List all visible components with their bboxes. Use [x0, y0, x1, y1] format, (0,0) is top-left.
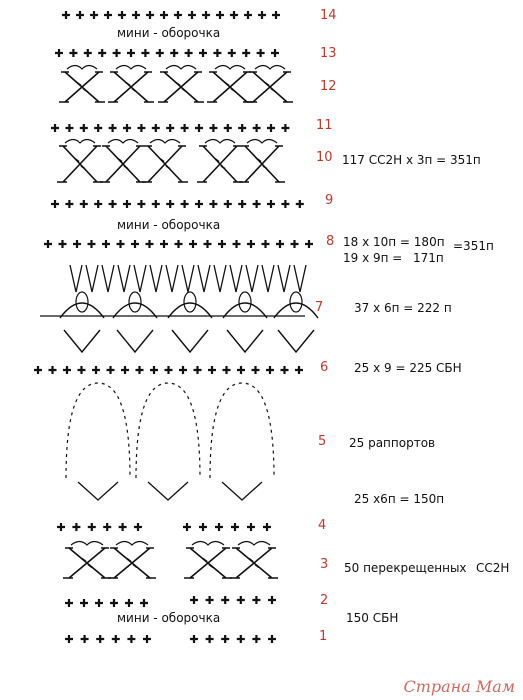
sc-symbol-row6: [49, 366, 57, 374]
sc-symbol-row6: [223, 366, 231, 374]
sc-symbol-row9: [80, 200, 88, 208]
picot-fan-row5: [78, 482, 118, 500]
picot-row7: [290, 292, 302, 312]
sc-symbol-row8: [291, 240, 299, 248]
sc-symbol-row2: [65, 599, 73, 607]
note-row5-b: 25 х6п = 150п: [354, 492, 445, 506]
sc-symbol-row13: [213, 49, 221, 57]
fan-stitch-row8: [182, 265, 194, 292]
crossed-dc-row12: [158, 72, 204, 102]
crossed-dc-row12: [247, 72, 293, 102]
row-number-5: 5: [318, 434, 327, 449]
sc-symbol-row8: [305, 240, 313, 248]
sc-symbol-row1: [65, 635, 73, 643]
sc-symbol-row8: [204, 240, 212, 248]
note-row8-total: =351п: [453, 239, 494, 253]
sc-symbol-row11: [209, 124, 217, 132]
fan-stitch-row8: [230, 265, 242, 292]
crossed-dc-row3: [230, 548, 278, 578]
fan-stitch-row8: [214, 265, 226, 292]
sc-symbol-row11: [281, 124, 289, 132]
sc-symbol-row11: [267, 124, 275, 132]
crossed-dc-row12-chain: [67, 66, 97, 70]
picot-row7: [184, 292, 196, 312]
sc-symbol-row4: [263, 523, 271, 531]
sc-symbol-row6: [34, 366, 42, 374]
crossed-dc-row3: [184, 548, 232, 578]
sc-symbol-row8: [73, 240, 81, 248]
sc-symbol-row11: [123, 124, 131, 132]
sc-symbol-row14: [132, 11, 140, 19]
note-row8-a: 18 х 10п = 180п: [343, 235, 445, 249]
sc-symbol-row14: [104, 11, 112, 19]
sc-symbol-row8: [59, 240, 67, 248]
sc-symbol-row9: [209, 200, 217, 208]
sc-symbol-row6: [78, 366, 86, 374]
sc-symbol-row4: [231, 523, 239, 531]
sc-symbol-row11: [238, 124, 246, 132]
sc-symbol-row4: [119, 523, 127, 531]
sc-symbol-row14: [188, 11, 196, 19]
sc-symbol-row6: [121, 366, 129, 374]
sc-symbol-row9: [195, 200, 203, 208]
sc-symbol-row8: [160, 240, 168, 248]
sc-symbol-row11: [195, 124, 203, 132]
sc-symbol-row13: [55, 49, 63, 57]
sc-symbol-row9: [65, 200, 73, 208]
crossed-dc-row3-chain: [238, 542, 270, 546]
crossed-dc-row10: [100, 146, 146, 182]
note-row8-c: 171п: [413, 251, 444, 265]
sc-symbol-row9: [152, 200, 160, 208]
row-number-4: 4: [318, 518, 327, 533]
frill-label-top: мини - оборочка: [117, 26, 221, 40]
note-row1: 150 СБН: [346, 611, 399, 625]
sc-symbol-row6: [136, 366, 144, 374]
sc-symbol-row4: [103, 523, 111, 531]
sc-symbol-row11: [137, 124, 145, 132]
note-row7: 37 х 6п = 222 п: [354, 301, 452, 315]
sc-symbol-row8: [276, 240, 284, 248]
sc-symbol-row11: [65, 124, 73, 132]
fan-stitch-row8: [70, 265, 82, 292]
fan-stitch-row8: [246, 265, 258, 292]
note-row5-a: 25 раппортов: [349, 436, 436, 450]
chain-arch-row5: [66, 383, 130, 478]
row-number-9: 9: [325, 193, 334, 208]
sc-symbol-row13: [199, 49, 207, 57]
sc-symbol-row4: [57, 523, 65, 531]
sc-symbol-row9: [181, 200, 189, 208]
sc-symbol-row1: [206, 635, 214, 643]
row-number-2: 2: [320, 593, 329, 608]
sc-symbol-row14: [272, 11, 280, 19]
crossed-dc-row10: [57, 146, 103, 182]
sc-symbol-row13: [170, 49, 178, 57]
sc-symbol-row9: [238, 200, 246, 208]
fan-stitch-row8: [198, 265, 210, 292]
crossed-dc-row3-chain: [116, 542, 148, 546]
crossed-dc-row10-chain: [247, 140, 277, 144]
row-number-8: 8: [326, 234, 335, 249]
sc-symbol-row9: [109, 200, 117, 208]
note-row10: 117 СС2Н х 3п = 351п: [342, 153, 481, 167]
sc-symbol-row6: [179, 366, 187, 374]
sc-symbol-row1: [190, 635, 198, 643]
crossed-dc-row10-chain: [65, 140, 95, 144]
sc-symbol-row2: [268, 596, 276, 604]
sc-symbol-row8: [189, 240, 197, 248]
row-number-11: 11: [316, 118, 333, 133]
crossed-dc-row12: [108, 72, 154, 102]
row-number-1: 1: [319, 629, 328, 644]
crossed-dc-row10: [197, 146, 243, 182]
sc-symbol-row13: [84, 49, 92, 57]
row-number-3: 3: [320, 557, 329, 572]
crossed-dc-row10-chain: [150, 140, 180, 144]
sc-symbol-row13: [98, 49, 106, 57]
note-row6: 25 х 9 = 225 СБН: [354, 361, 462, 375]
sc-symbol-row2: [206, 596, 214, 604]
sc-symbol-row1: [268, 635, 276, 643]
sc-symbol-row11: [224, 124, 232, 132]
crossed-dc-row12-chain: [166, 66, 196, 70]
sc-symbol-row14: [258, 11, 266, 19]
sc-symbol-row11: [109, 124, 117, 132]
sc-symbol-row2: [110, 599, 118, 607]
sc-symbol-row8: [175, 240, 183, 248]
row-number-13: 13: [320, 46, 337, 61]
sc-symbol-row2: [221, 596, 229, 604]
sc-symbol-row14: [230, 11, 238, 19]
sc-symbol-row1: [81, 635, 89, 643]
sc-symbol-row13: [156, 49, 164, 57]
crossed-dc-row10: [239, 146, 285, 182]
sc-symbol-row9: [51, 200, 59, 208]
row-number-6: 6: [320, 360, 329, 375]
sc-symbol-row2: [95, 599, 103, 607]
sc-symbol-row4: [199, 523, 207, 531]
fan-stitch-row8: [166, 265, 178, 292]
fan-shell-row7: [172, 330, 208, 352]
fan-shell-row7: [278, 330, 314, 352]
crossed-dc-row10: [142, 146, 188, 182]
sc-symbol-row9: [123, 200, 131, 208]
sc-symbol-row4: [134, 523, 142, 531]
sc-symbol-row1: [96, 635, 104, 643]
crossed-dc-row3: [108, 548, 156, 578]
sc-symbol-row14: [216, 11, 224, 19]
row-number-12: 12: [320, 79, 337, 94]
sc-symbol-row6: [107, 366, 115, 374]
crossed-dc-row3-chain: [71, 542, 103, 546]
sc-symbol-row8: [88, 240, 96, 248]
sc-symbol-row9: [281, 200, 289, 208]
crossed-dc-row12-chain: [116, 66, 146, 70]
sc-symbol-row6: [165, 366, 173, 374]
sc-symbol-row14: [90, 11, 98, 19]
row-number-7: 7: [315, 300, 324, 315]
chain-arch-row5: [136, 383, 200, 478]
frill-label-middle: мини - оборочка: [117, 218, 221, 232]
crossed-dc-row3: [63, 548, 111, 578]
sc-symbol-row2: [190, 596, 198, 604]
sc-symbol-row9: [253, 200, 261, 208]
crossed-dc-row12: [59, 72, 105, 102]
crossed-dc-row12: [207, 72, 253, 102]
sc-symbol-row14: [62, 11, 70, 19]
sc-symbol-row9: [137, 200, 145, 208]
sc-symbol-row4: [183, 523, 191, 531]
sc-symbol-row4: [72, 523, 80, 531]
sc-symbol-row6: [281, 366, 289, 374]
sc-symbol-row13: [242, 49, 250, 57]
sc-symbol-row13: [257, 49, 265, 57]
sc-symbol-row6: [266, 366, 274, 374]
chain-arch-row5: [210, 383, 274, 478]
fan-stitch-row8: [118, 265, 130, 292]
sc-symbol-row13: [127, 49, 135, 57]
sc-symbol-row11: [51, 124, 59, 132]
fan-stitch-row8: [150, 265, 162, 292]
row-number-14: 14: [320, 8, 337, 23]
sc-symbol-row8: [44, 240, 52, 248]
note-row3-b: СС2Н: [476, 561, 510, 575]
sc-symbol-row9: [94, 200, 102, 208]
fan-stitch-row8: [262, 265, 274, 292]
sc-symbol-row9: [267, 200, 275, 208]
sc-symbol-row14: [76, 11, 84, 19]
sc-symbol-row8: [131, 240, 139, 248]
sc-symbol-row11: [181, 124, 189, 132]
sc-symbol-row6: [295, 366, 303, 374]
sc-symbol-row2: [80, 599, 88, 607]
fan-shell-row7: [117, 330, 153, 352]
sc-symbol-row6: [252, 366, 260, 374]
sc-symbol-row14: [160, 11, 168, 19]
sc-symbol-row4: [215, 523, 223, 531]
sc-symbol-row14: [202, 11, 210, 19]
sc-symbol-row2: [237, 596, 245, 604]
sc-symbol-row9: [296, 200, 304, 208]
sc-symbol-row11: [94, 124, 102, 132]
sc-symbol-row1: [237, 635, 245, 643]
sc-symbol-row2: [125, 599, 133, 607]
sc-symbol-row11: [152, 124, 160, 132]
crossed-dc-row10-chain: [108, 140, 138, 144]
picot-fan-row5: [148, 482, 188, 500]
row-number-10: 10: [316, 150, 333, 165]
sc-symbol-row9: [224, 200, 232, 208]
sc-symbol-row8: [262, 240, 270, 248]
fan-stitch-row8: [134, 265, 146, 292]
sc-symbol-row13: [185, 49, 193, 57]
crossed-dc-row12-chain: [215, 66, 245, 70]
note-row3: 50 перекрещенных: [344, 561, 467, 575]
fan-stitch-row8: [86, 265, 98, 292]
note-row8-b: 19 х 9п =: [343, 251, 403, 265]
crossed-dc-row3-chain: [192, 542, 224, 546]
sc-symbol-row14: [174, 11, 182, 19]
sc-symbol-row9: [166, 200, 174, 208]
sc-symbol-row13: [113, 49, 121, 57]
picot-row7: [129, 292, 141, 312]
sc-symbol-row1: [143, 635, 151, 643]
fan-stitch-row8: [278, 265, 290, 292]
sc-symbol-row4: [88, 523, 96, 531]
sc-symbol-row1: [127, 635, 135, 643]
sc-symbol-row6: [237, 366, 245, 374]
sc-symbol-row8: [233, 240, 241, 248]
sc-symbol-row14: [146, 11, 154, 19]
sc-symbol-row6: [194, 366, 202, 374]
sc-symbol-row6: [92, 366, 100, 374]
sc-symbol-row6: [63, 366, 71, 374]
picot-fan-row5: [222, 482, 262, 500]
sc-symbol-row6: [208, 366, 216, 374]
sc-symbol-row8: [146, 240, 154, 248]
sc-symbol-row2: [252, 596, 260, 604]
fan-stitch-row8: [294, 265, 306, 292]
sc-symbol-row6: [150, 366, 158, 374]
sc-symbol-row8: [102, 240, 110, 248]
sc-symbol-row8: [218, 240, 226, 248]
crossed-dc-row10-chain: [205, 140, 235, 144]
sc-symbol-row13: [69, 49, 77, 57]
sc-symbol-row11: [253, 124, 261, 132]
sc-symbol-row13: [271, 49, 279, 57]
sc-symbol-row14: [244, 11, 252, 19]
picot-row7: [76, 292, 88, 312]
sc-symbol-row8: [117, 240, 125, 248]
fan-stitch-row8: [102, 265, 114, 292]
fan-shell-row7: [227, 330, 263, 352]
sc-symbol-row11: [80, 124, 88, 132]
sc-symbol-row13: [228, 49, 236, 57]
sc-symbol-row1: [112, 635, 120, 643]
sc-symbol-row1: [221, 635, 229, 643]
watermark-logo: Страна Мам: [403, 677, 515, 696]
sc-symbol-row4: [247, 523, 255, 531]
picot-row7: [239, 292, 251, 312]
sc-symbol-row13: [141, 49, 149, 57]
sc-symbol-row2: [140, 599, 148, 607]
sc-symbol-row8: [247, 240, 255, 248]
sc-symbol-row14: [118, 11, 126, 19]
crossed-dc-row12-chain: [255, 66, 285, 70]
sc-symbol-row1: [252, 635, 260, 643]
fan-shell-row7: [64, 330, 100, 352]
frill-label-bottom: мини - оборочка: [117, 611, 221, 625]
sc-symbol-row11: [166, 124, 174, 132]
